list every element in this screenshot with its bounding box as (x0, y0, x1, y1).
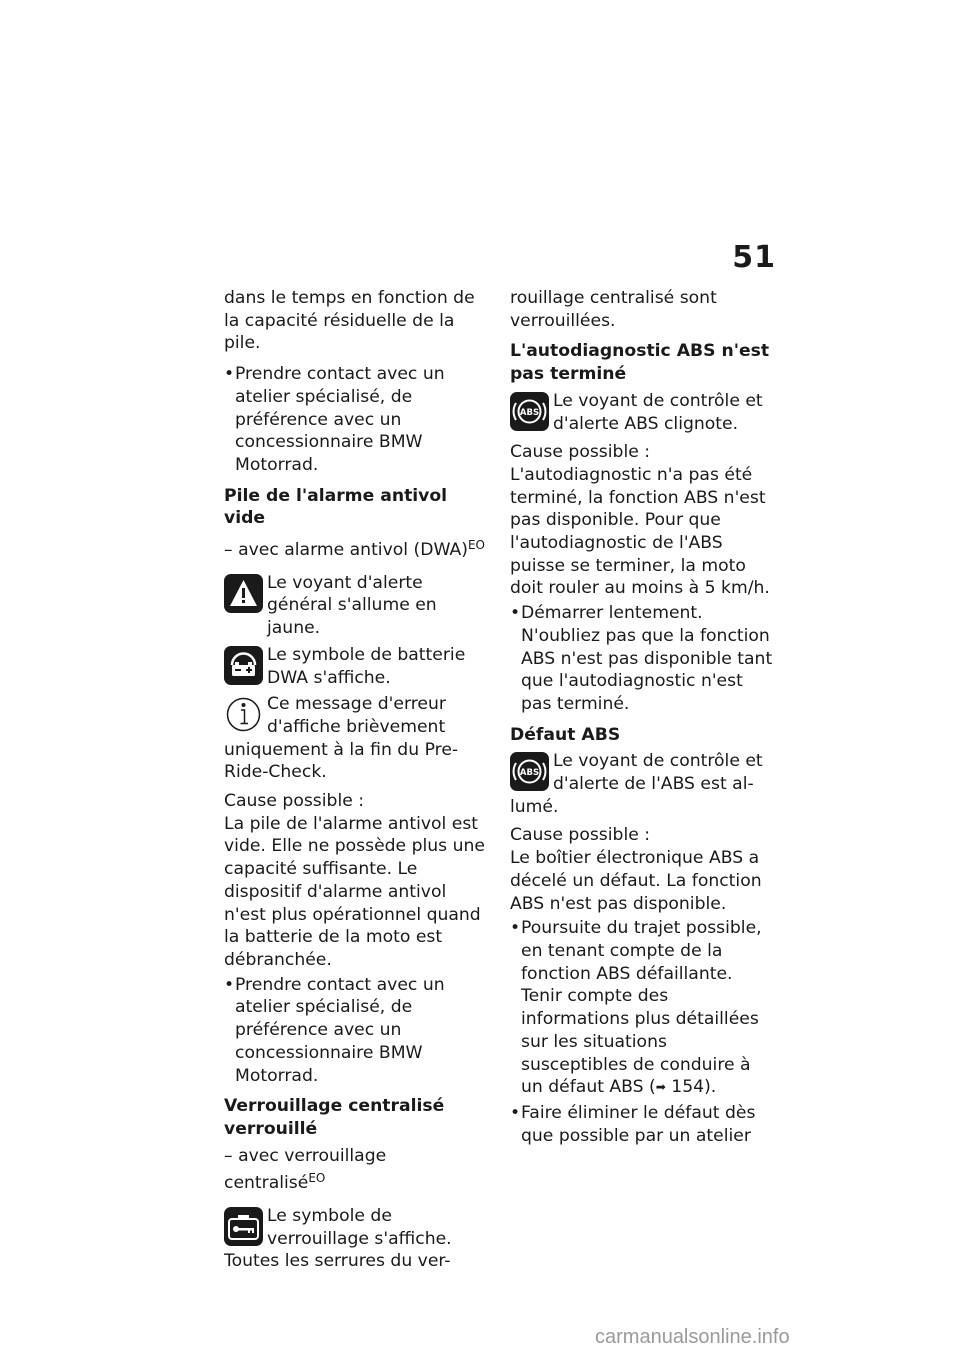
info-icon (224, 695, 263, 734)
bullet-text: Prendre contact avec un atelier spécialisé, de préférence avec un concessionnaire BMW Motorrad. (235, 974, 445, 1086)
icon-text: Le symbole de verrouillage s'affiche. (267, 1206, 452, 1249)
footer-watermark: carmanualsonline.info (595, 1326, 790, 1348)
icon-block-abs (510, 750, 776, 818)
cause-label: Cause possible : (510, 825, 651, 846)
page-number: 51 (732, 240, 776, 275)
icon-text: Le voyant d'alerte général s'allume en jaune. (267, 572, 437, 639)
dash: – (224, 540, 233, 561)
bullet-text-end: ). (704, 1077, 717, 1098)
icon-text: Ce message d'erreur d'affiche brièvement (267, 694, 446, 737)
section-heading: Défaut ABS (510, 724, 621, 745)
bullet-dot: • (510, 918, 521, 939)
svg-text:ABS: ABS (519, 407, 540, 418)
bullet-text-main: Poursuite du trajet possible, en tenant compte de la fonction ABS défaillante. Tenir compte des informations plus détaillées sur les situations susceptibles de conduire à un défaut ABS ( (521, 918, 762, 1098)
dwa-battery-icon (224, 646, 263, 685)
bullet-item (510, 917, 776, 1100)
bullet-dot: • (224, 364, 235, 385)
dash: – (224, 1145, 233, 1166)
icon-text: Le voyant de contrôle et d'alerte ABS clignote. (553, 390, 763, 434)
section-heading: L'autodiagnostic ABS n'est pas terminé (510, 341, 770, 385)
right-column (510, 287, 776, 1155)
bullet-item (224, 974, 490, 1088)
bullet-text: Prendre contact avec un atelier spécialisé, de préférence avec un concessionnaire BMW Motorrad. (235, 364, 445, 475)
equipment-text: avec verrouillage centralisé (224, 1145, 387, 1194)
page-reference[interactable]: 154 (671, 1077, 705, 1098)
page-reference-arrow-icon: ➡ (655, 1080, 666, 1095)
bullet-text (521, 917, 776, 1100)
icon-block-warning (224, 572, 490, 640)
left-column (224, 287, 490, 1277)
cause-text: La pile de l'alarme antivol est vide. Elle ne possède plus une capacité suffisante. Le dispositif d'alarme antivol n'est plus opérationnel quand la batterie de la moto est débranchée. (224, 813, 485, 970)
paragraph: dans le temps en fonction de la capacité résiduelle de la pile. (224, 288, 475, 354)
icon-text-continued: lumé. (510, 796, 559, 817)
icon-block-battery (224, 644, 490, 689)
bullet-text: Faire éliminer le défaut dès que possible par un atelier (521, 1102, 756, 1146)
equipment-note (224, 1145, 490, 1195)
cause-text: Le boîtier électronique ABS a décelé un défaut. La fonction ABS n'est pas disponible. (510, 848, 762, 914)
icon-block-info (224, 693, 490, 784)
paragraph: rouillage centralisé sont verrouillées. (510, 288, 717, 331)
icon-text: Le symbole de batterie DWA s'affiche. (267, 644, 466, 688)
bullet-dot: • (510, 603, 521, 624)
abs-icon (510, 752, 549, 791)
bullet-item (510, 1102, 776, 1147)
warning-triangle-icon (224, 574, 263, 613)
abs-icon (510, 392, 549, 431)
bullet-item (510, 602, 776, 716)
section-heading: Verrouillage centralisé verrouillé (224, 1096, 445, 1139)
bullet-dot: • (224, 974, 235, 995)
icon-text: Le voyant de contrôle et d'alerte de l'ABS est al- (553, 751, 763, 795)
equipment-text: avec alarme antivol (DWA) (238, 540, 468, 561)
icon-text-continued: Toutes les serrures du ver- (224, 1251, 451, 1272)
equipment-note (224, 534, 490, 562)
bullet-text: Démarrer lentement. N'oubliez pas que la fonction ABS n'est pas disponible tant que l'autodiagnostic n'est pas terminé. (521, 603, 773, 714)
cause-text: L'autodiagnostic n'a pas été terminé, la fonction ABS n'est pas disponible. Pour que l'autodiagnostic de l'ABS puisse se terminer, la moto doit rouler au moins à 5 km/h. (510, 464, 770, 599)
cause-label: Cause possible : (510, 442, 651, 463)
icon-block-abs (510, 390, 776, 435)
icon-text-continued: uniquement à la fin du Pre-Ride-Check. (224, 739, 459, 783)
icon-block-lock (224, 1205, 490, 1273)
cause-label: Cause possible : (224, 791, 365, 812)
svg-text:ABS: ABS (519, 768, 540, 779)
eo-marker: EO (308, 1171, 326, 1186)
central-locking-icon (224, 1207, 263, 1246)
section-heading: Pile de l'alarme antivol vide (224, 485, 448, 529)
bullet-item (224, 363, 490, 477)
eo-marker: EO (467, 538, 485, 553)
bullet-dot: • (510, 1102, 521, 1123)
